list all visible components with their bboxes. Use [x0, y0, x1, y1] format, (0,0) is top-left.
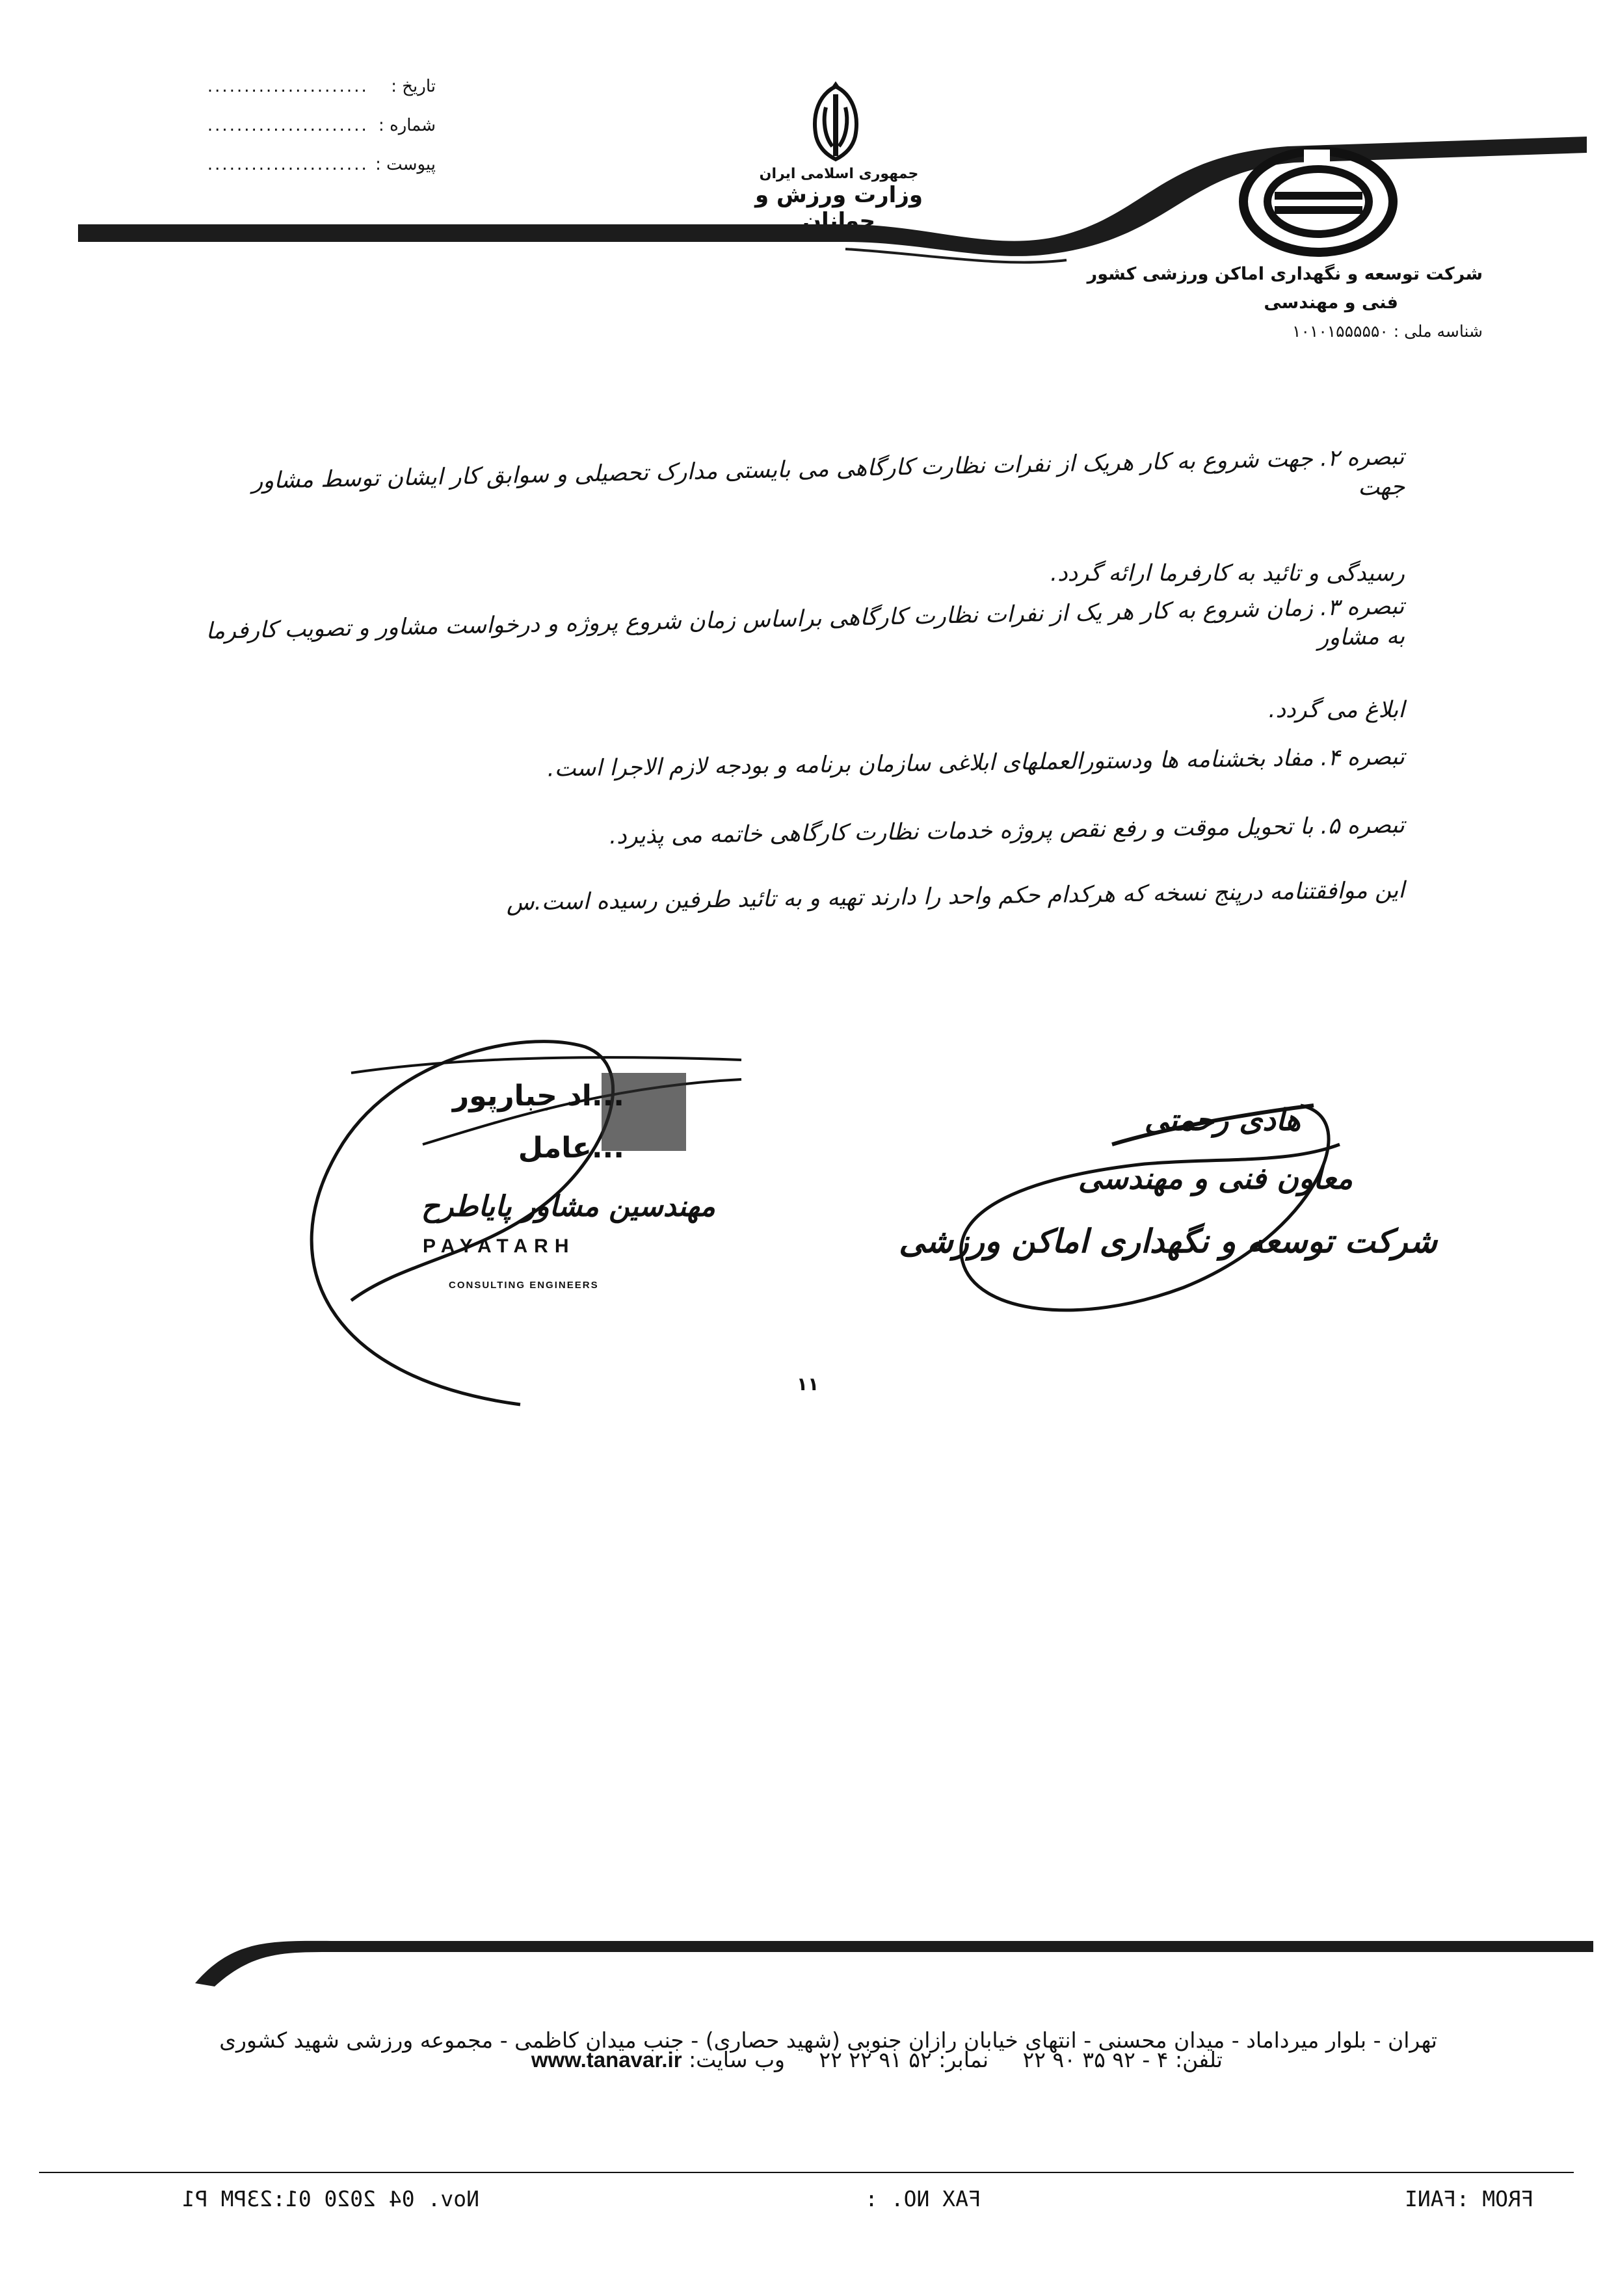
page-mark: ۱۱	[797, 1373, 819, 1395]
footer-web[interactable]: www.tanavar.ir	[531, 2048, 682, 2072]
fax-number: FAX NO. :	[865, 2186, 981, 2211]
left-stamp-company: مهندسین مشاور پایاطرح	[421, 1190, 715, 1223]
left-signatory-name: ...اد جبارپور	[452, 1079, 624, 1113]
footer-address: تهران - بلوار میرداماد - میدان محسنی - انتهای خیابان رازان جنوبی (شهید حصاری) - جنب میدان کاظمی - مجموعه ورزشی شهید کشوری	[219, 2027, 1437, 2053]
meta-attachment-value: ......................	[207, 155, 369, 174]
right-signatory-title: معاون فنی و مهندسی	[1078, 1161, 1353, 1196]
footer-contact	[442, 2047, 1223, 2072]
meta-attachment-label: پیوست :	[375, 155, 436, 174]
company-national-id: شناسه ملی : ۱۰۱۰۱۵۵۵۵۵۰	[1292, 322, 1483, 341]
footer-phone-label: تلفن:	[1174, 2047, 1223, 2072]
footer-band	[0, 1925, 1618, 1996]
ministry-name: وزارت ورزش و جوانان	[754, 182, 923, 234]
meta-date-label: تاریخ :	[391, 77, 436, 96]
ministry-country: جمهوری اسلامی ایران	[759, 166, 919, 182]
footer-fax: ۵۲ ۹۱ ۲۲ ۲۲	[819, 2047, 932, 2072]
left-stamp-latin-small: CONSULTING ENGINEERS	[449, 1280, 599, 1291]
company-department: فنی و مهندسی	[1264, 293, 1398, 313]
meta-number-value: ......................	[207, 116, 369, 135]
clause-2-line-2: رسیدگی و تائید به کارفرما ارائه گردد.	[1050, 561, 1405, 587]
meta-number-label: شماره :	[378, 116, 436, 135]
closing-statement: این موافقتنامه درپنج نسخه که هرکدام حکم واحد را دارند تهیه و به تائید طرفین رسیده است.س	[506, 877, 1405, 916]
left-stamp-latin: PAYATARH	[423, 1235, 576, 1257]
company-block	[1073, 260, 1483, 346]
clause-3-line-1: تبصره ۳. زمان شروع به کار هر یک از نفرات نظارت کارگاهی براساس زمان شروع پروژه و درخواست مشاور و تصویب کارفرما به مشاور	[206, 593, 1405, 651]
footer-phone: ۴ - ۹۲ ۳۵ ۹۰ ۲۲	[1022, 2047, 1169, 2072]
right-signatory-company: شرکت توسعه و نگهداری اماکن ورزشی	[899, 1222, 1437, 1260]
left-signatory-title: ...عامل	[518, 1131, 624, 1165]
meta-date-value: ......................	[207, 77, 369, 96]
fax-date: Nov. 04 2020 01:23PM P1	[182, 2186, 479, 2211]
right-signatory-name: هادی رحمتی	[1144, 1102, 1301, 1137]
footer-web-label: وب سایت:	[689, 2047, 785, 2072]
clause-4: تبصره ۴. مفاد بخشنامه ها ودستورالعملهای ابلاغی سازمان برنامه و بودجه لازم الاجرا است.	[547, 744, 1405, 782]
company-name: شرکت توسعه و نگهداری اماکن ورزشی کشور	[1087, 264, 1483, 284]
clause-5: تبصره ۵. با تحویل موقت و رفع نقص پروژه خدمات نظارت کارگاهی خاتمه می پذیرد.	[609, 812, 1405, 850]
footer-fax-label: نمابر:	[938, 2047, 989, 2072]
fax-rule	[39, 2172, 1574, 2173]
company-logo-icon	[1239, 146, 1398, 257]
clause-2-line-1: تبصره ۲. جهت شروع به کار هریک از نفرات نظارت کارگاهی می بایستی مدارک تحصیلی و سوابق کار ایشان توسط مشاور جهت	[252, 443, 1405, 501]
clause-3-line-2: ابلاغ می گردد.	[1268, 697, 1405, 723]
fax-header	[0, 2186, 1618, 2219]
fax-from: FROM :FANI	[1405, 2186, 1534, 2211]
